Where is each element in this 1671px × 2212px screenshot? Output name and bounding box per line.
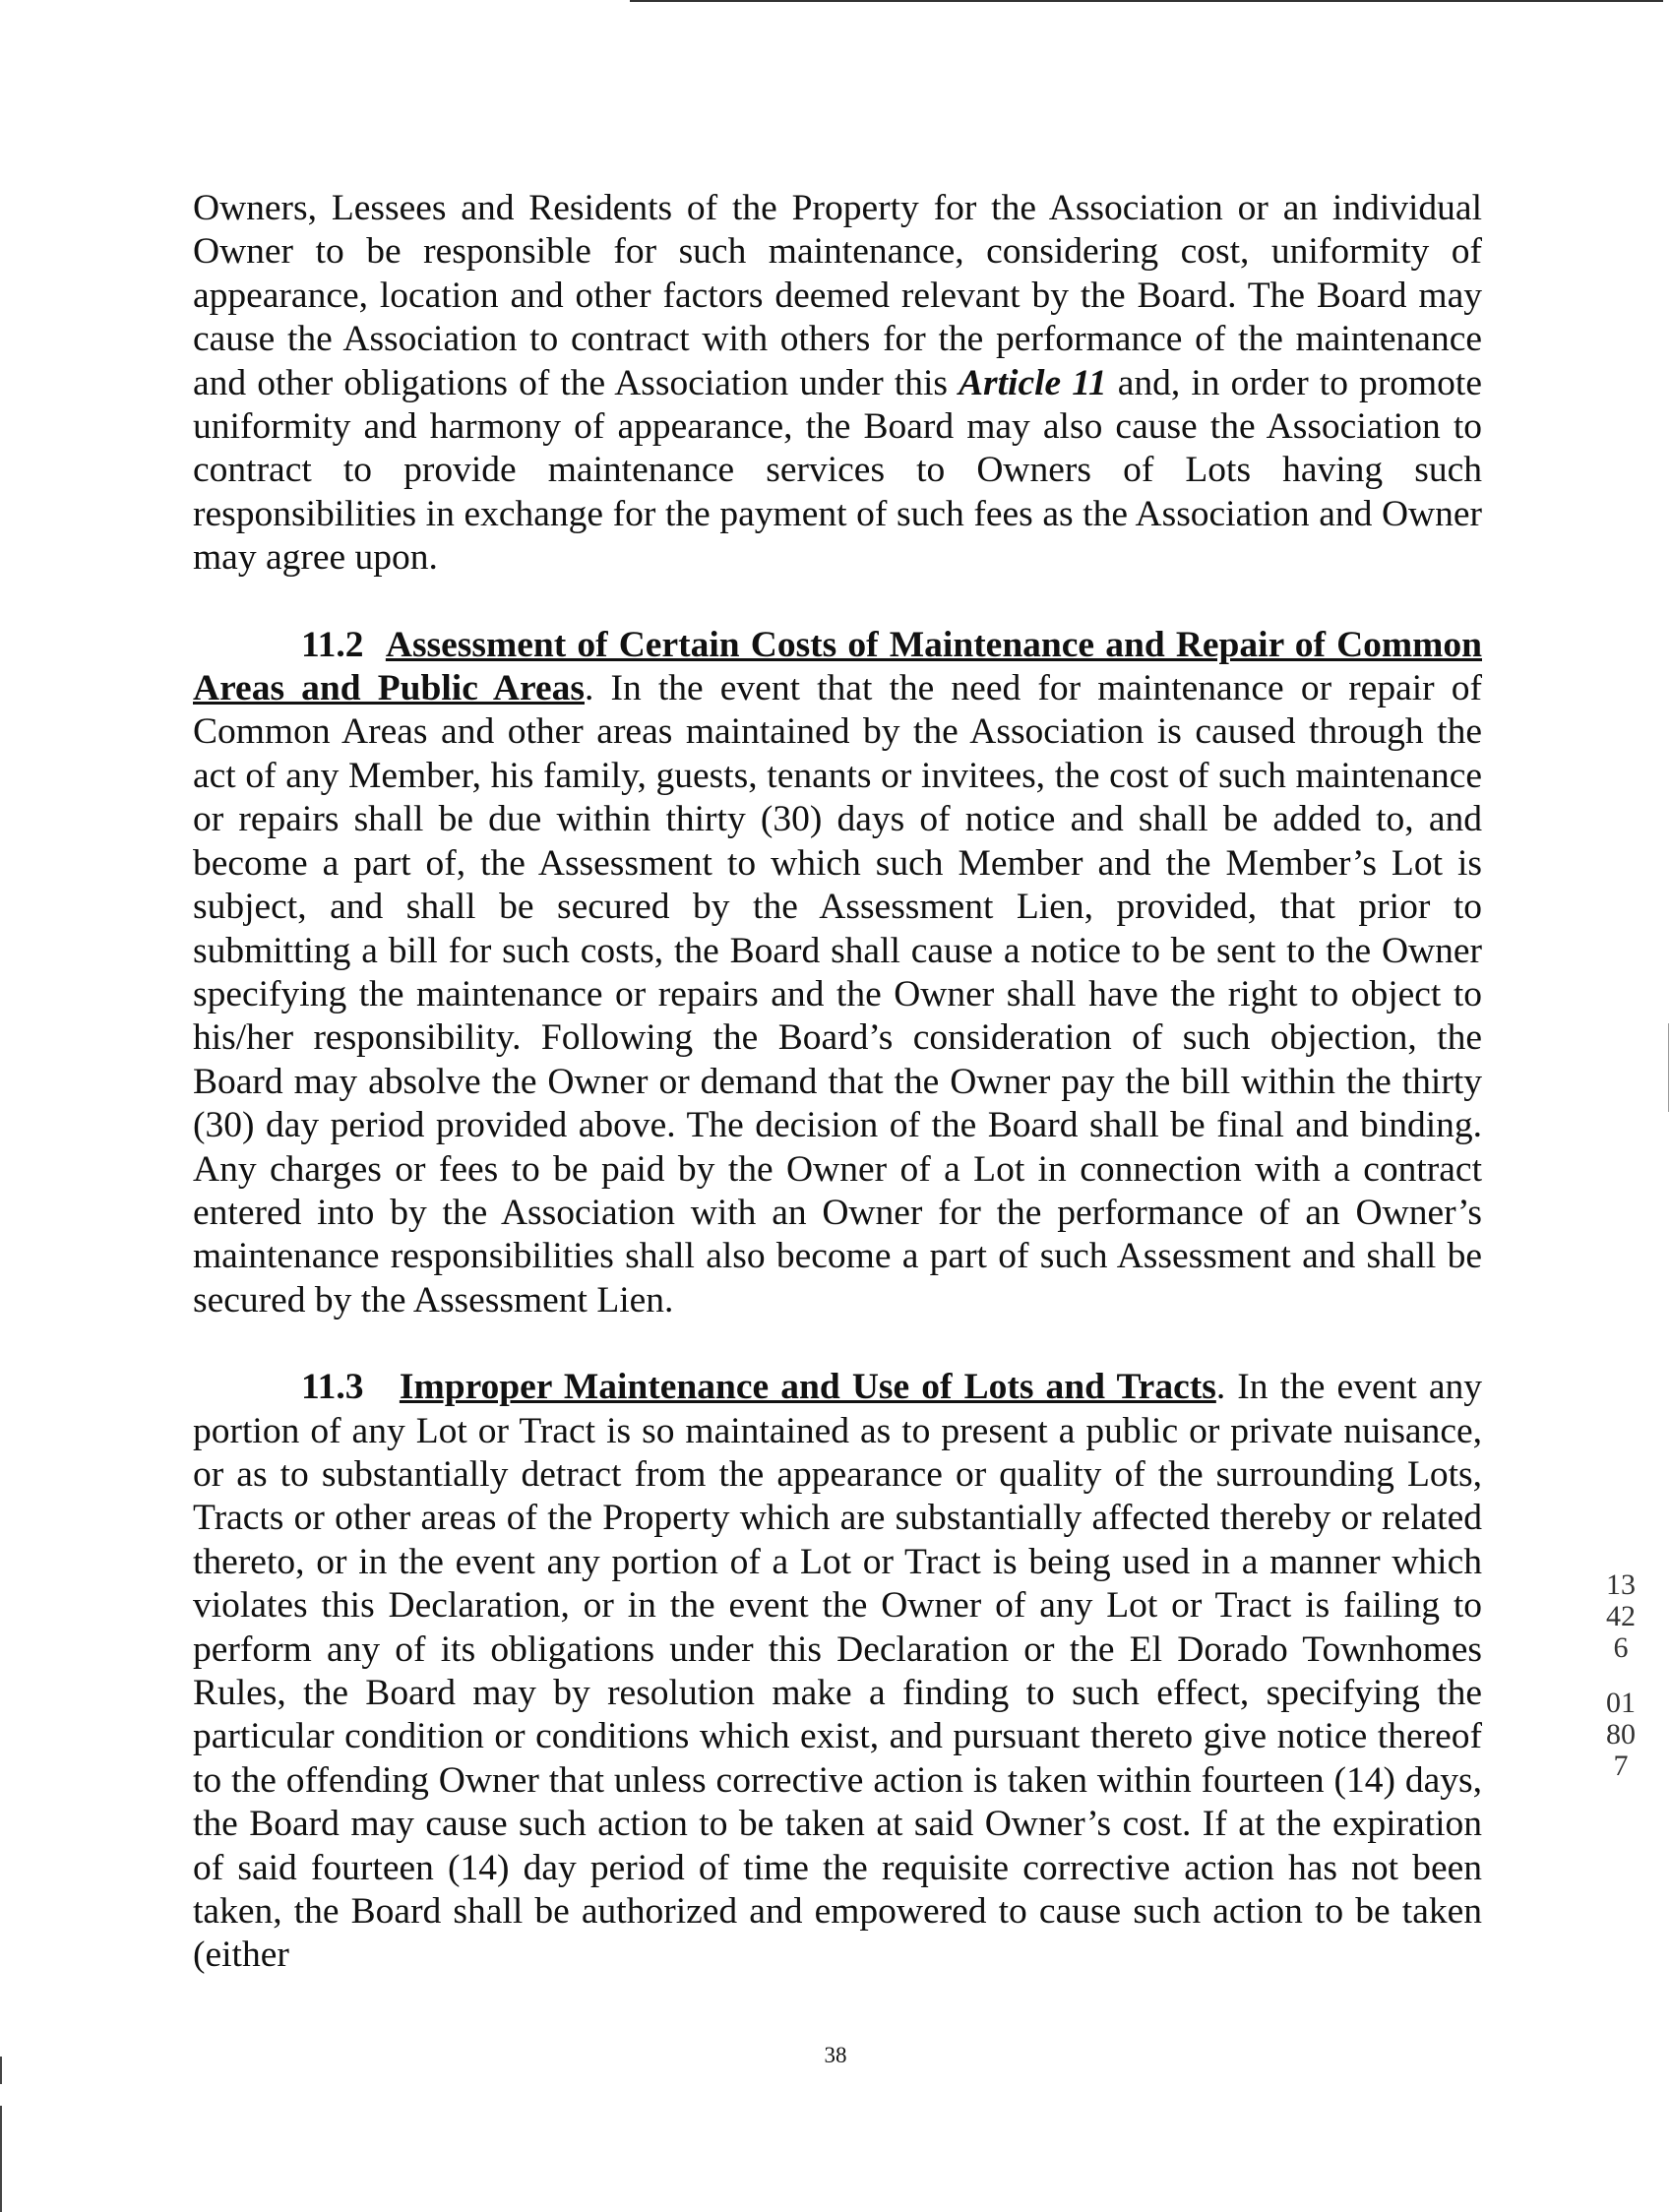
article-reference: Article 11 — [959, 362, 1107, 403]
section-11-2 — [193, 624, 1482, 1323]
scan-edge-mark-right — [1668, 1023, 1669, 1112]
top-scan-rule — [630, 0, 1663, 2]
section-number: 11.3 — [301, 1367, 364, 1408]
stamp-number-1: 13426 — [1606, 1568, 1636, 1664]
section-number: 11.2 — [301, 624, 364, 665]
scan-edge-mark — [0, 2106, 2, 2212]
paragraph-text: Owners, Lessees and Residents of the Property for the Association or an individual Owner to be responsible for such maintenance, considering cost, uniformity of appearance, location and other factors deemed relevant by the Board. The Board may cause the Association to contract with others for the performance of the maintenance and other obligations of the Association under this — [193, 188, 1482, 403]
document-body — [193, 187, 1482, 1978]
section-body: . In the event that the need for maintenance or repair of Common Areas and other areas maintained by the Association is caused through the act of any Member, his family, guests, tenants or invitees, the cost of such maintenance or repairs shall be due within thirty (30) days of notice and shall be added to, and become a part of, the Assessment to which such Member and the Member’s Lot is subject, and shall be secured by the Assessment Lien, provided, that prior to submitting a bill for such costs, the Board shall cause a notice to be sent to the Owner specifying the maintenance or repairs and the Owner shall have the right to object to his/her responsibility. Following the Board’s consideration of such objection, the Board may absolve the Owner or demand that the Owner pay the bill within the thirty (30) day period provided above. The decision of the Board shall be final and binding. Any charges or fees to be paid by the Owner of a Lot in connection with a contract entered into by the Association with an Owner for the performance of an Owner’s maintenance responsibilities shall also become a part of such Assessment and shall be secured by the Assessment Lien. — [193, 668, 1482, 1321]
paragraph-text: and, in order to promote uniformity and harmony of appearance, the Board may also cause the Association to contract to provide maintenance services to Owners of Lots having such responsibilities in exchange for the payment of such fees as the Association and Owner may agree upon. — [193, 362, 1482, 579]
page-number: 38 — [824, 2043, 847, 2067]
section-body: . In the event any portion of any Lot or Tract is so maintained as to present a public or private nuisance, or as to substantially detract from the appearance or quality of the surrounding Lots, Tracts or other areas of the Property which are substantially affected thereby or related thereto, or in the event any portion of a Lot or Tract is being used in a manner which violates this Declaration, or in the event the Owner of any Lot or Tract is failing to perform any of its obligations under this Declaration or the El Dorado Townhomes Rules, the Board may by resolution make a finding to such effect, specifying the particular condition or conditions which exist, and pursuant thereto give notice thereof to the offending Owner that unless corrective action is taken within fourteen (14) days, the Board may cause such action to be taken at said Owner’s cost. If at the expiration of said fourteen (14) day period of time the requisite corrective action has not been taken, the Board shall be authorized and empowered to cause such action to be taken (either — [193, 1367, 1483, 1976]
section-title: Assessment of Certain Costs of Maintenance and Repair of Common Areas and Public Areas — [193, 624, 1482, 709]
recording-stamp — [1606, 1569, 1636, 1782]
stamp-number-2: 01807 — [1606, 1687, 1636, 1782]
continued-paragraph — [193, 187, 1482, 581]
section-11-3 — [193, 1366, 1482, 1978]
section-title: Improper Maintenance and Use of Lots and Tracts — [399, 1367, 1216, 1408]
